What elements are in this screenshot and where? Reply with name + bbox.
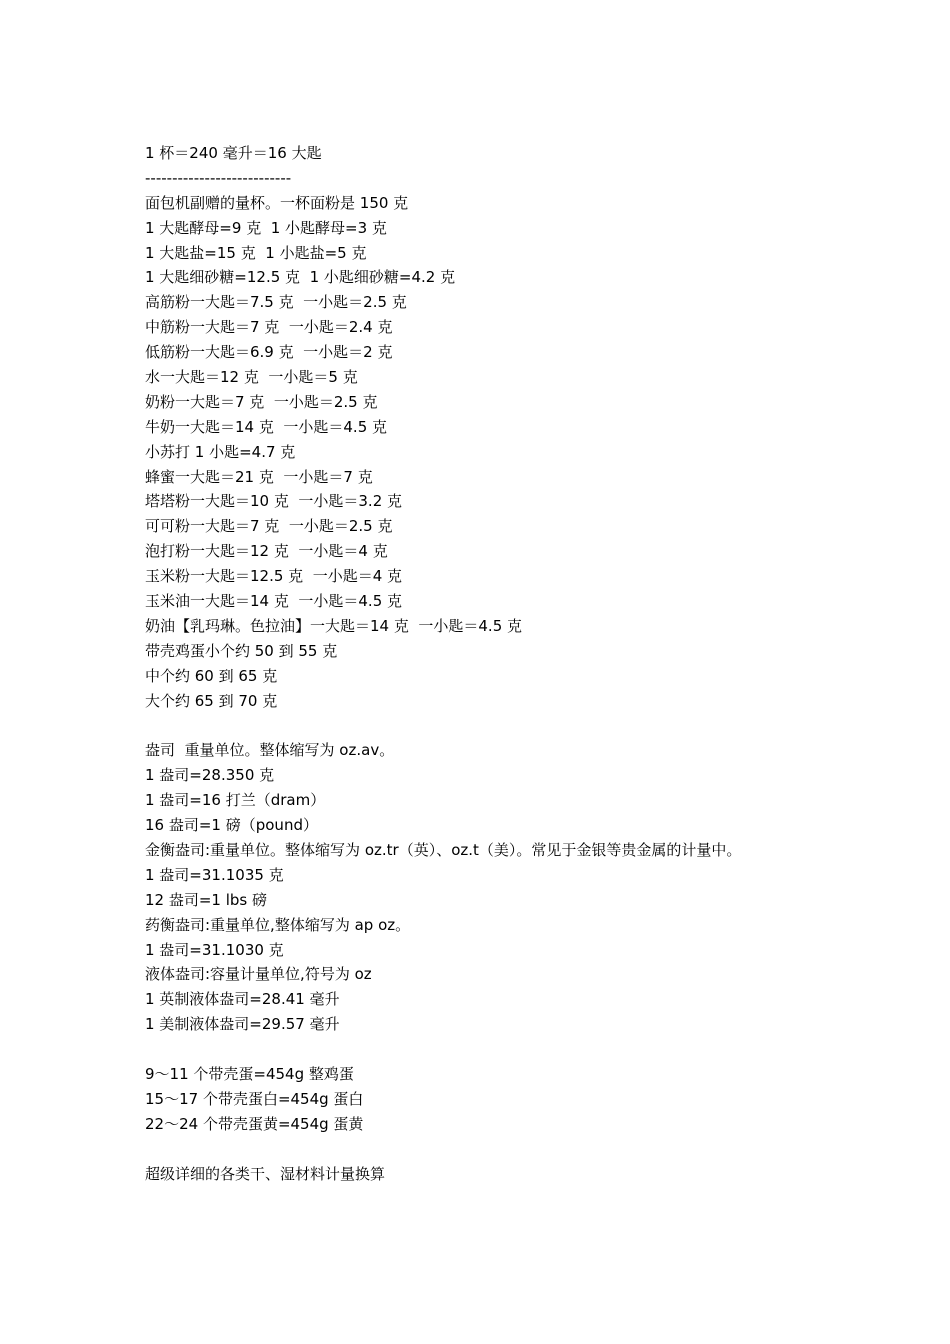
text-line: 超级详细的各类干、湿材料计量换算 — [145, 1164, 386, 1183]
text-line: 玉米粉一大匙＝12.5 克 一小匙＝4 克 — [145, 567, 403, 586]
text-line: 22～24 个带壳蛋黄=454g 蛋黄 — [145, 1114, 364, 1133]
text-line: 面包机副赠的量杯。一杯面粉是 150 克 — [145, 193, 409, 212]
text-line: 1 盎司=31.1035 克 — [145, 865, 284, 884]
text-line: 奶油【乳玛琳。色拉油】一大匙＝14 克 一小匙＝4.5 克 — [145, 616, 523, 635]
text-line: 蜂蜜一大匙＝21 克 一小匙＝7 克 — [145, 467, 373, 486]
text-line: 中个约 60 到 65 克 — [145, 666, 278, 685]
text-line: 1 杯＝240 毫升＝16 大匙 — [145, 144, 322, 162]
text-line: 大个约 65 到 70 克 — [145, 691, 278, 710]
text-line: 9～11 个带壳蛋=454g 整鸡蛋 — [145, 1064, 354, 1083]
text-line: 可可粉一大匙＝7 克 一小匙＝2.5 克 — [145, 517, 393, 536]
text-line: 小苏打 1 小匙=4.7 克 — [145, 442, 296, 461]
text-line: 16 盎司=1 磅（pound） — [145, 816, 318, 835]
text-line: 盎司 重量单位。整体缩写为 oz.av。 — [145, 741, 395, 760]
text-line: 12 盎司=1 lbs 磅 — [145, 890, 268, 909]
text-line: 1 大匙盐=15 克 1 小匙盐=5 克 — [145, 243, 367, 262]
text-line: 带壳鸡蛋小个约 50 到 55 克 — [145, 641, 338, 660]
text-line: 液体盎司:容量计量单位,符号为 oz — [145, 965, 372, 984]
blank-line — [145, 713, 905, 738]
blank-line — [145, 1037, 905, 1062]
text-line: 1 盎司=16 打兰（dram） — [145, 791, 326, 810]
text-line: 中筋粉一大匙＝7 克 一小匙＝2.4 克 — [145, 318, 393, 337]
text-line: 塔塔粉一大匙＝10 克 一小匙＝3.2 克 — [145, 492, 403, 511]
text-line: 1 盎司=28.350 克 — [145, 766, 275, 785]
text-line: 高筋粉一大匙＝7.5 克 一小匙＝2.5 克 — [145, 293, 407, 312]
document-body — [145, 141, 905, 1186]
text-line: 1 大匙酵母=9 克 1 小匙酵母=3 克 — [145, 218, 387, 237]
text-line: 1 大匙细砂糖=12.5 克 1 小匙细砂糖=4.2 克 — [145, 268, 456, 287]
blank-line — [145, 1137, 905, 1162]
text-line: 奶粉一大匙＝7 克 一小匙＝2.5 克 — [145, 392, 378, 411]
text-line: 1 盎司=31.1030 克 — [145, 940, 284, 959]
separator-line: --------------------------- — [145, 168, 292, 187]
text-line: 15～17 个带壳蛋白=454g 蛋白 — [145, 1089, 364, 1108]
text-line: 玉米油一大匙＝14 克 一小匙＝4.5 克 — [145, 592, 403, 611]
text-line: 药衡盎司:重量单位,整体缩写为 ap oz。 — [145, 915, 411, 934]
text-line: 低筋粉一大匙＝6.9 克 一小匙＝2 克 — [145, 343, 393, 362]
text-line: 金衡盎司:重量单位。整体缩写为 oz.tr（英）、oz.t（美）。常见于金银等贵金属的计量中。 — [145, 840, 742, 859]
text-line: 泡打粉一大匙＝12 克 一小匙＝4 克 — [145, 542, 388, 561]
text-line: 水一大匙＝12 克 一小匙＝5 克 — [145, 368, 358, 387]
text-line: 1 美制液体盎司=29.57 毫升 — [145, 1015, 340, 1034]
text-line: 1 英制液体盎司=28.41 毫升 — [145, 990, 340, 1009]
text-line: 牛奶一大匙＝14 克 一小匙＝4.5 克 — [145, 417, 388, 436]
